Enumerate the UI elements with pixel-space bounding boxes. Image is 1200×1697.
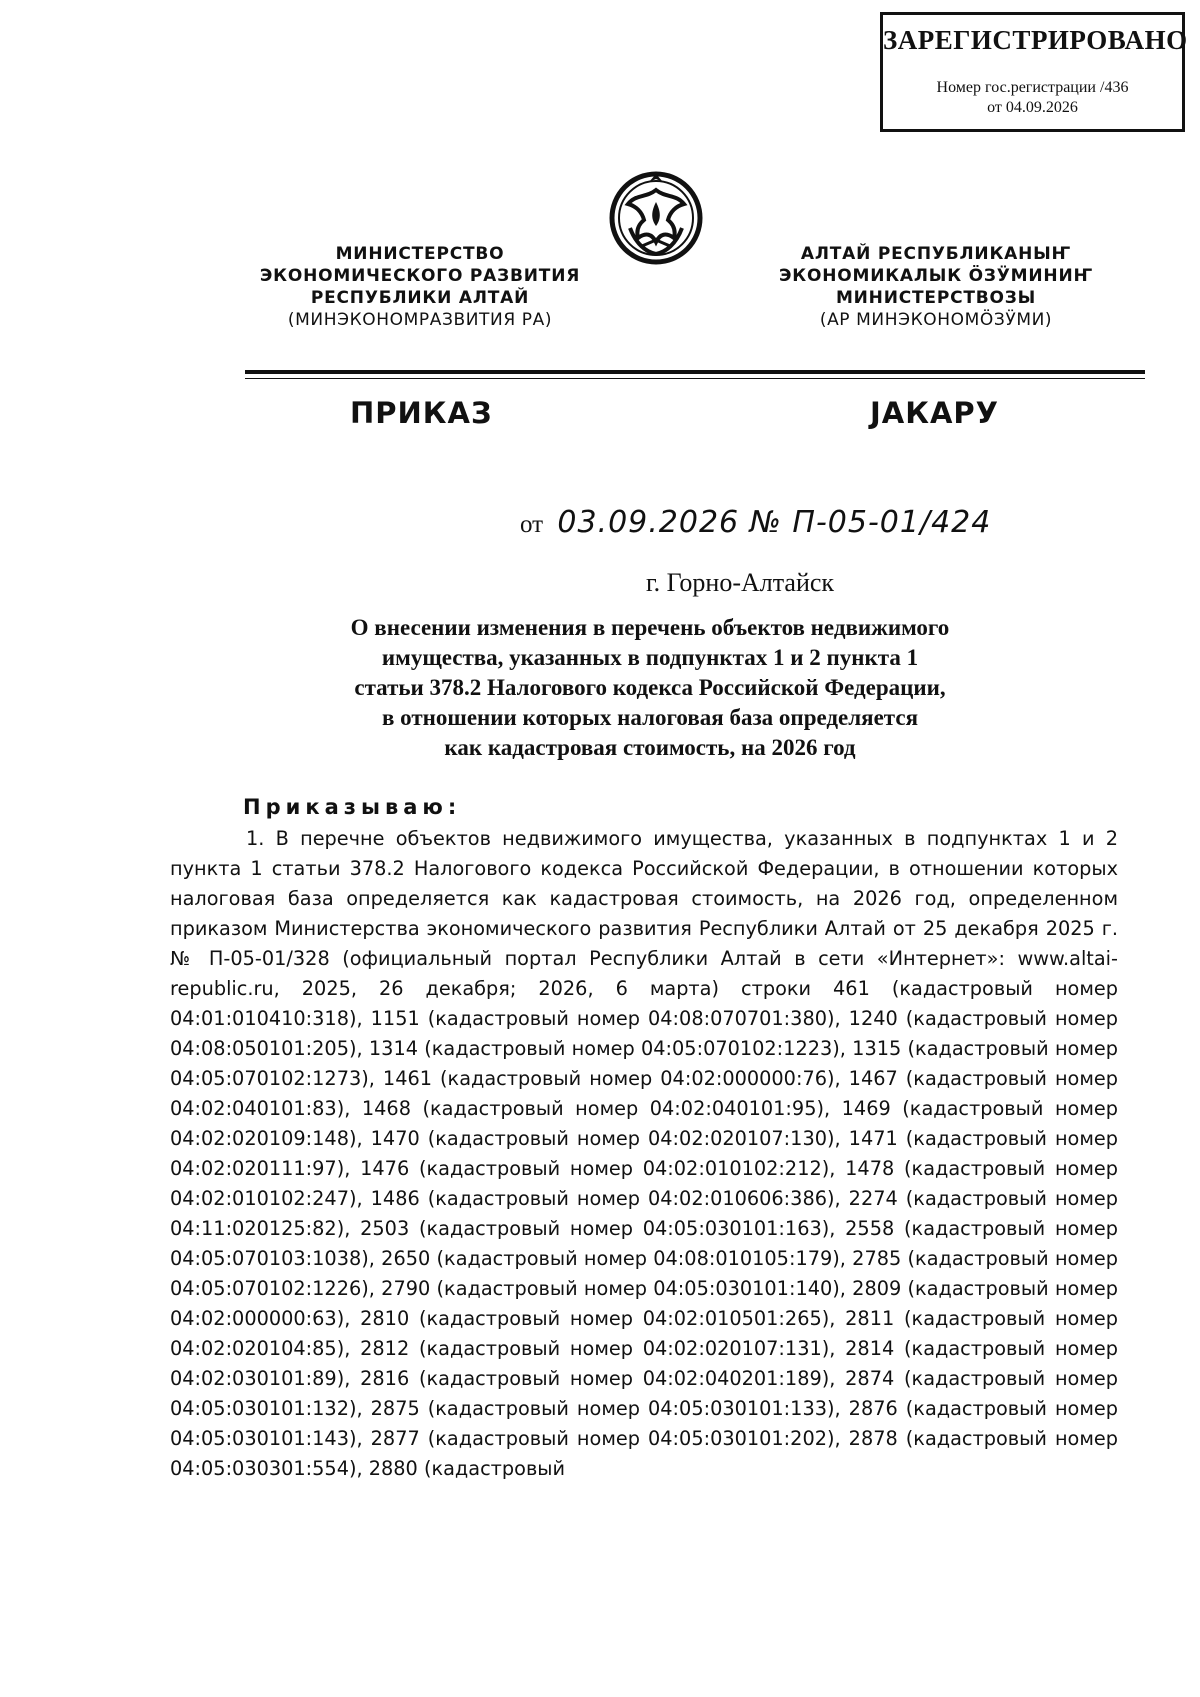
ministry-ru-line1: МИНИСТЕРСТВО [335, 244, 505, 264]
registration-date: от 04.09.2026 [987, 99, 1078, 116]
city-name: г. Горно-Алтайск [645, 568, 835, 597]
ministry-alt-line2: ЭКОНОМИКАЛЫК ӦЗӰМИНИҤ [778, 266, 1094, 286]
registration-number: Номер гос.регистрации /436 [936, 79, 1129, 96]
ministry-ru-line3: РЕСПУБЛИКИ АЛТАЙ [310, 288, 530, 308]
coat-of-arms-icon [606, 168, 706, 268]
ministry-name-altai [756, 243, 1116, 331]
ministry-ru-line2: ЭКОНОМИЧЕСКОГО РАЗВИТИЯ [259, 266, 581, 286]
title-line5: как кадастровая стоимость, на 2026 год [444, 735, 856, 760]
title-line2: имущества, указанных в подпунктах 1 и 2 пункта 1 [381, 645, 919, 670]
paragraph-1: 1. В перечне объектов недвижимого имущества, указанных в подпунктах 1 и 2 пункта 1 статьи 378.2 Налогового кодекса Российской Федерации, в отношении которых налоговая база определяется как кадастровая стоимость, на 2026 год, определенном приказом Министерства экономического развития Республики Алтай от 25 декабря 2025 г. № П-05-01/328 (официальный портал Республики Алтай в сети «Интернет»: www.altai-republic.ru, 2025, 26 декабря; 2026, 6 марта) строки 461 (кадастровый номер 04:01:010410:318), 1151 (кадастровый номер 04:08:070701:380), 1240 (кадастровый номер 04:08:050101:205), 1314 (кадастровый номер 04:05:070102:1223), 1315 (кадастровый номер 04:05:070102:1273), 1461 (кадастровый номер 04:02:000000:76), 1467 (кадастровый номер 04:02:040101:83), 1468 (кадастровый номер 04:02:040101:95), 1469 (кадастровый номер 04:02:020109:148), 1470 (кадастровый номер 04:02:020107:130), 1471 (кадастровый номер 04:02:020111:97), 1476 (кадастровый номер 04:02:010102:212), 1478 (кадастровый номер 04:02:010102:247), 1486 (кадастровый номер 04:02:010606:386), 2274 (кадастровый номер 04:11:020125:82), 2503 (кадастровый номер 04:05:030101:163), 2558 (кадастровый номер 04:05:070103:1038), 2650 (кадастровый номер 04:08:010105:179), 2785 (кадастровый номер 04:05:070102:1226), 2790 (кадастровый номер 04:05:030101:140), 2809 (кадастровый номер 04:02:000000:63), 2810 (кадастровый номер 04:02:010501:265), 2811 (кадастровый номер 04:02:020104:85), 2812 (кадастровый номер 04:02:020107:131), 2814 (кадастровый номер 04:02:030101:89), 2816 (кадастровый номер 04:02:040201:189), 2874 (кадастровый номер 04:05:030101:132), 2875 (кадастровый номер 04:05:030101:133), 2876 (кадастровый номер 04:05:030101:143), 2877 (кадастровый номер 04:05:030101:202), 2878 (кадастровый номер 04:05:030301:554), 2880 (кадастровый [170, 827, 1118, 1480]
registration-stamp [880, 12, 1188, 132]
document-date-number [520, 505, 991, 540]
ministry-alt-line3: МИНИСТЕРСТВОЗЫ [835, 288, 1037, 308]
title-line1: О внесении изменения в перечень объектов недвижимого [350, 615, 950, 640]
date-prefix: от [520, 511, 544, 538]
ministry-name-russian [240, 243, 600, 331]
handwritten-date-number: 03.09.2026 № П-05-01/424 [557, 505, 992, 540]
ministry-alt-line1: АЛТАЙ РЕСПУБЛИКАНЫҤ [800, 244, 1072, 264]
order-word: Приказываю: [243, 795, 462, 819]
title-line3: статьи 378.2 Налогового кодекса Российской Федерации, [354, 675, 946, 700]
ministry-alt-abbreviation: (АР МИНЭКОНОМӦЗӰМИ) [819, 310, 1053, 330]
registration-stamp-title: ЗАРЕГИСТРИРОВАНО [883, 25, 1188, 55]
ministry-ru-abbreviation: (МИНЭКОНОМРАЗВИТИЯ РА) [287, 310, 553, 330]
header-divider-thin [245, 378, 1145, 379]
title-line4: в отношении которых налоговая база определяется [381, 705, 919, 730]
document-type-russian: ПРИКАЗ [350, 396, 493, 430]
document-type-altai: ЈАКАРУ [870, 396, 999, 430]
document-title [290, 613, 1010, 763]
header-divider-thick [245, 370, 1145, 374]
